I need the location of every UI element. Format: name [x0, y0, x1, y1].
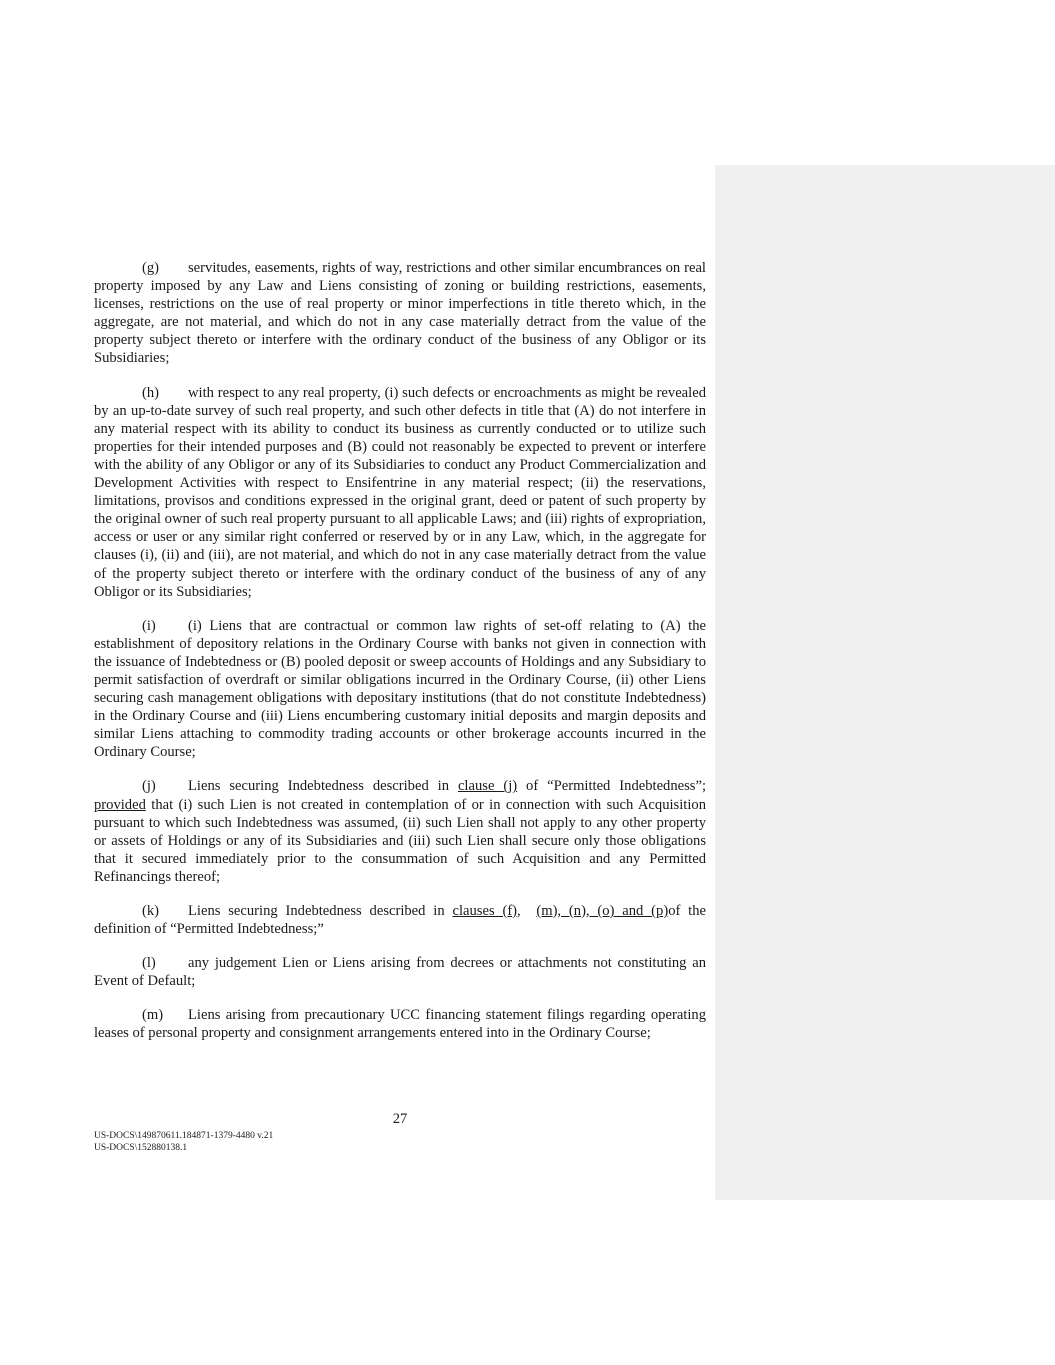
paragraph-l [94, 954, 706, 990]
paragraph-i [94, 617, 706, 762]
document-body [94, 259, 706, 1059]
footer-doc-id: US-DOCS\152880138.1 [94, 1142, 188, 1153]
clause-text: of the definition of “Permitted Indebtedness;” [94, 903, 707, 938]
clause-reference: clause (j) [457, 778, 518, 795]
clause-label: (g) [142, 260, 160, 276]
paragraph-k [94, 902, 706, 938]
clause-text: Liens arising from precautionary UCC financing statement filings regarding operating leases of personal property and consignment arrangements entered into in the Ordinary Course; [94, 1007, 706, 1042]
clause-text: , [517, 903, 537, 919]
paragraph-m [94, 1006, 706, 1042]
clause-text: Liens securing Indebtedness described in [188, 778, 458, 795]
paragraph-h [94, 384, 706, 601]
clause-text: with respect to any real property, (i) such defects or encroachments as might be revealed by an up-to-date survey of such real property, and such other defects in title that (A) do not interfere in any material respect with its ability to conduct its business as currently conducted or to utilize such properties for their intended purposes and (B) could not reasonably be expected to prevent or interfere with the ability of any Obligor or any of its Subsidiaries to conduct any Product Commercialization and Development Activities with respect to Ensifentrine in any material respect; (ii) the reservations, limitations, provisos and conditions expressed in the original grant, deed or patent of such property by the original owner of such real property pursuant to all applicable Laws; and (iii) rights of expropriation, access or user or any similar right conferred or reserved by or in any Law, which, in the aggregate for clauses (i), (ii) and (iii), are not material, and which do not in any case materially detract from the value of the property subject thereto or interfere with the ordinary conduct of the business of any of any Obligor or its Subsidiaries; [94, 384, 706, 600]
clause-reference: (m), (n), (o) and (p) [536, 903, 669, 919]
provided-term: provided [94, 796, 146, 813]
document-footer [94, 1131, 273, 1154]
comment-pane [715, 165, 1055, 1200]
clause-label: (i) [142, 617, 156, 634]
paragraph-j [94, 777, 706, 886]
paragraph-g [94, 259, 706, 368]
page-number: 27 [392, 1111, 408, 1127]
clause-text: of “Permitted Indebtedness”; [517, 778, 707, 795]
clause-label: (h) [142, 384, 160, 401]
clause-label: (k) [142, 903, 160, 919]
clause-text: Liens securing Indebtedness described in [188, 903, 453, 919]
clause-text: that (i) such Lien is not created in contemplation of or in connection with such Acquisition pursuant to which such Indebtedness was assumed, (ii) such Lien shall not apply to any other property or assets of Holdings or any of its Subsidiaries and (iii) such Lien shall secure only those obligations that it secured immediately prior to the consummation of such Acquisition and any Permitted Refinancings thereof; [94, 796, 706, 885]
clause-reference: clauses (f) [452, 903, 518, 919]
clause-label: (j) [142, 778, 156, 795]
clause-label: (m) [142, 1007, 164, 1024]
clause-text: any judgement Lien or Liens arising from decrees or attachments not constituting an Event of Default; [94, 955, 706, 990]
footer-doc-id: US-DOCS\149870611.184871-1379-4480 v.21 [94, 1131, 274, 1141]
clause-text: servitudes, easements, rights of way, restrictions and other similar encumbrances on real property imposed by any Law and Liens consisting of zoning or building restrictions, easements, licenses, restrictions on the use of real property or minor imperfections in title thereto which, in the aggregate, are not material, and which do not in any case materially detract from the value of the property subject thereto or interfere with the ordinary conduct of the business of any Obligor or its Subsidiaries; [94, 260, 706, 367]
clause-text: (i) Liens that are contractual or common law rights of set-off relating to (A) the establishment of depository relations in the Ordinary Course with banks not given in connection with the issuance of Indebtedness or (B) pooled deposit or sweep accounts of Holdings and any Subsidiary to permit satisfaction of overdraft or similar obligations incurred in the Ordinary Course, (ii) other Liens securing cash management obligations with depositary institutions (that do not constitute Indebtedness) in the Ordinary Course and (iii) Liens encumbering customary initial deposits and margin deposits and similar Liens attaching to commodity trading accounts or other brokerage accounts incurred in the Ordinary Course; [94, 617, 706, 761]
clause-label: (l) [142, 955, 156, 972]
